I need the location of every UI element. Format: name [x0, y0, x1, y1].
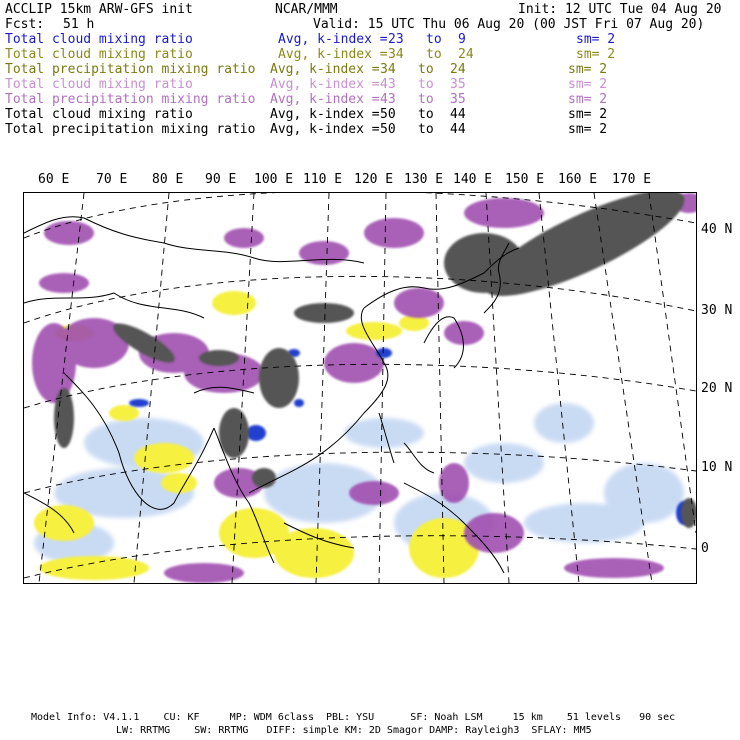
smoothing: sm= 2 [576, 47, 616, 62]
k-index-from: 34 [388, 47, 404, 62]
map-panel [23, 192, 697, 584]
field-stat: Avg, k-index = [270, 122, 380, 137]
k-index-to: 24 [458, 47, 474, 62]
smoothing: sm= 2 [568, 92, 608, 107]
field-name: Total precipitation mixing ratio [5, 92, 256, 107]
model-title: ACCLIP 15km ARW-GFS init [5, 2, 193, 17]
model-info-line1: Model Info: V4.1.1 CU: KF MP: WDM 6class PBL: YSU SF: Noah LSM 15 km 51 levels 90 sec [31, 712, 676, 723]
lon-label: 60 E [38, 172, 70, 187]
cloud-field-map [24, 193, 696, 583]
smoothing: sm= 2 [568, 107, 608, 122]
k-index-to: 9 [458, 32, 466, 47]
lat-label: 40 N [701, 222, 733, 237]
field-name: Total precipitation mixing ratio [5, 62, 256, 77]
k-index-to: 44 [450, 122, 466, 137]
center-label: NCAR/MMM [275, 2, 338, 17]
smoothing: sm= 2 [568, 62, 608, 77]
lon-label: 100 E [254, 172, 294, 187]
field-stat: Avg, k-index = [278, 32, 388, 47]
k-index-from: 23 [388, 32, 404, 47]
field-stat: Avg, k-index = [270, 92, 380, 107]
valid-time: Valid: 15 UTC Thu 06 Aug 20 (00 JST Fri 07 Aug 20) [313, 17, 705, 32]
lon-label: 170 E [612, 172, 652, 187]
smoothing: sm= 2 [576, 32, 616, 47]
k-index-to-word: to [418, 77, 434, 92]
field-name: Total cloud mixing ratio [5, 32, 193, 47]
field-name: Total precipitation mixing ratio [5, 122, 256, 137]
field-stat: Avg, k-index = [278, 47, 388, 62]
lat-label: 30 N [701, 303, 733, 318]
smoothing: sm= 2 [568, 77, 608, 92]
field-name: Total cloud mixing ratio [5, 77, 193, 92]
lat-label: 0 [701, 541, 709, 556]
lat-label: 20 N [701, 381, 733, 396]
field-stat: Avg, k-index = [270, 107, 380, 122]
k-index-from: 43 [380, 92, 396, 107]
k-index-to: 35 [450, 92, 466, 107]
lon-label: 90 E [205, 172, 237, 187]
k-index-to-word: to [426, 32, 442, 47]
lon-label: 70 E [96, 172, 128, 187]
lon-label: 110 E [303, 172, 343, 187]
k-index-from: 43 [380, 77, 396, 92]
lon-label: 80 E [152, 172, 184, 187]
lon-label: 150 E [505, 172, 545, 187]
lat-label: 10 N [701, 460, 733, 475]
k-index-from: 50 [380, 122, 396, 137]
k-index-to-word: to [418, 122, 434, 137]
model-info-line2: LW: RRTMG SW: RRTMG DIFF: simple KM: 2D Smagor DAMP: Rayleigh3 SFLAY: MM5 [116, 725, 592, 736]
field-name: Total cloud mixing ratio [5, 107, 193, 122]
k-index-to-word: to [426, 47, 442, 62]
field-stat: Avg, k-index = [270, 62, 380, 77]
field-name: Total cloud mixing ratio [5, 47, 193, 62]
k-index-to-word: to [418, 107, 434, 122]
k-index-to: 35 [450, 77, 466, 92]
lon-label: 130 E [404, 172, 444, 187]
lon-label: 120 E [354, 172, 394, 187]
light-blue-cloud-layer [34, 403, 684, 563]
k-index-to: 24 [450, 62, 466, 77]
smoothing: sm= 2 [568, 122, 608, 137]
k-index-from: 50 [380, 107, 396, 122]
field-stat: Avg, k-index = [270, 77, 380, 92]
init-time: Init: 12 UTC Tue 04 Aug 20 [518, 2, 722, 17]
k-index-to-word: to [418, 62, 434, 77]
lon-label: 160 E [558, 172, 598, 187]
fcst-value: 51 h [63, 17, 95, 32]
k-index-to-word: to [418, 92, 434, 107]
k-index-to: 44 [450, 107, 466, 122]
k-index-from: 34 [380, 62, 396, 77]
fcst-label: Fcst: [5, 17, 45, 32]
lon-label: 140 E [453, 172, 493, 187]
